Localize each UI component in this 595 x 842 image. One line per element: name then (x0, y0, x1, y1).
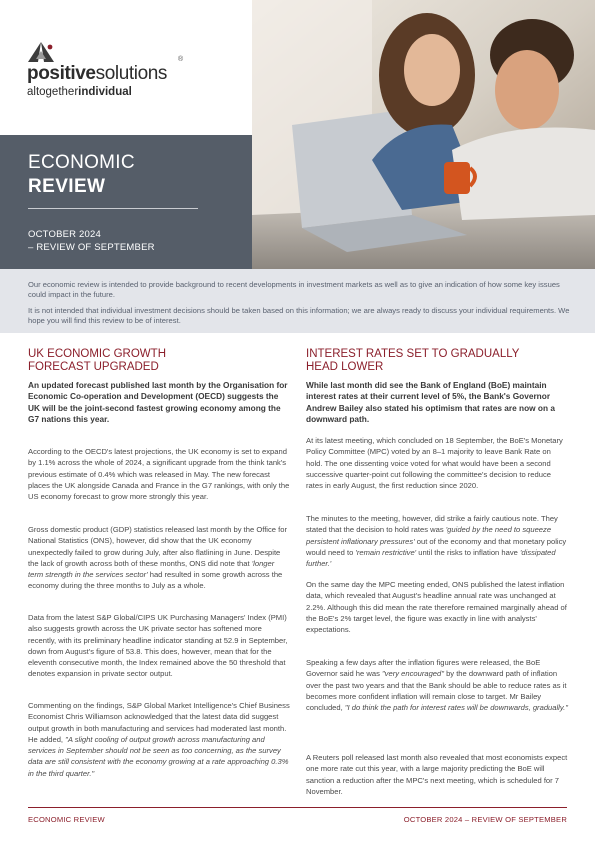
issue-date: OCTOBER 2024 (28, 229, 101, 240)
right-article-lead: While last month did see the Bank of England (BoE) maintain interest rates at their current level of 5%, the Bank's Governor Andrew Bailey also stated his optimism that rates are now on a downward path. (306, 380, 555, 424)
footer-publication: ECONOMIC REVIEW (28, 815, 105, 824)
registered-mark: ® (178, 56, 184, 63)
couple-photo-illustration (252, 0, 595, 269)
issue-subtitle: – REVIEW OF SEPTEMBER (28, 242, 155, 253)
left-paragraph-1: According to the OECD's latest projections, the UK economy is set to expand by 1.1% across the whole of 2024, a significant upgrade from the think tank's previous estimate of 0.4% which was released in May. The new forecast places the UK alongside Canada and France in the G7 rankings, with only the US economy forecast to grow more strongly this year. (28, 447, 290, 502)
title-divider (28, 208, 198, 209)
right-paragraph-1: At its latest meeting, which concluded on 18 September, the BoE's Monetary Policy Committee (MPC) voted by an 8–1 majority to leave Bank Rate on hold. The one dissenting voice voted for what would have been a second successive quarter-point cut following the committee's decision to reduce rates in early August, the first reduction since 2020. (306, 436, 563, 491)
right-article-title: INTEREST RATES SET TO GRADUALLY HEAD LOWER (306, 348, 520, 373)
page-title-line2: REVIEW (28, 176, 106, 197)
right-paragraph-4: Speaking a few days after the inflation figures were released, the BoE Governor said he was "very encouraged" by the downward path of inflation over the past two years and that the Bank should be able to reduce rates as it becomes more confident inflation will remain close to target. Mr Bailey concluded, "I do think the path for interest rates will be downwards, gradually." (306, 658, 568, 713)
right-paragraph-5: A Reuters poll released last month also revealed that most economists expect one more rate cut this year, with a large majority predicting the BoE will sanction a reduction after the MPC's next meeting, which is scheduled for 7 November. (306, 753, 568, 796)
footer-issue: OCTOBER 2024 – REVIEW OF SEPTEMBER (403, 815, 567, 824)
left-article-title: UK ECONOMIC GROWTH FORECAST UPGRADED (28, 348, 166, 373)
left-paragraph-4: Commenting on the findings, S&P Global Market Intelligence's Chief Business Economist Chris Williamson acknowledged that the latest data did suggest output growth in both manufacturing and services had moderated last month. He added, "A slight cooling of output growth across manufacturing and services in September should not be seen as too concerning, as the survey data are still consistent with the economy growing at a rate approaching 0.3% in the third quarter." (28, 701, 290, 778)
page-title-line1: ECONOMIC (28, 152, 135, 173)
footer-divider (28, 807, 567, 808)
intro-disclaimer: It is not intended that individual investment decisions should be taken based on this information; we are always ready to discuss your individual requirements. We hope you will find this review to be of interest. (28, 306, 570, 326)
left-paragraph-3: Data from the latest S&P Global/CIPS UK Purchasing Managers' Index (PMI) also suggests growth across the UK private sector has softened more recently, with its preliminary headline indicator standing at 52.9 in September, down from August's figure of 53.8. This does, however, mean that for the eleventh consecutive month, the Index remained above the 50 threshold that denotes expansion in private sector output. (28, 613, 288, 679)
intro-paragraph: Our economic review is intended to provide background to recent developments in investment markets as well as to give an indication of how some key issues could impact in the future. (28, 280, 560, 300)
left-paragraph-2: Gross domestic product (GDP) statistics released last month by the Office for National Statistics (ONS), however, did show that the UK economy unexpectedly failed to grow during July, after also flatlining in June. Despite the lack of growth across both of these months, ONS did note that 'longer term strength in the services sector' had resulted in some growth across the economy during the three months to July as a whole. (28, 525, 287, 591)
right-paragraph-2: The minutes to the meeting, however, did strike a fairly cautious note. They stated that the decision to hold rates was 'guided by the need to squeeze persistent inflationary pressures' out of the economy and that monetary policy would need to 'remain restrictive' until the risks to inflation have 'dissipated further.' (306, 514, 567, 569)
left-article-lead: An updated forecast published last month by the Organisation for Economic Co-operation and Development (OECD) suggests the UK will be the joint-second fastest growing economy among the G7 nations this year. (28, 380, 288, 424)
brand-logo-icon (28, 42, 54, 62)
brand-tagline: altogetherindividual (27, 86, 132, 98)
right-paragraph-3: On the same day the MPC meeting ended, ONS published the latest inflation data, which revealed that August's headline annual rate was unchanged at 2.2%. Although this did mean the rate therefore remained marginally ahead of the BoE's 2% target level, the figure was exactly in line with analysts' expectations. (306, 580, 567, 635)
hero-photo (252, 0, 595, 269)
brand-name: positivesolutions (27, 63, 167, 84)
